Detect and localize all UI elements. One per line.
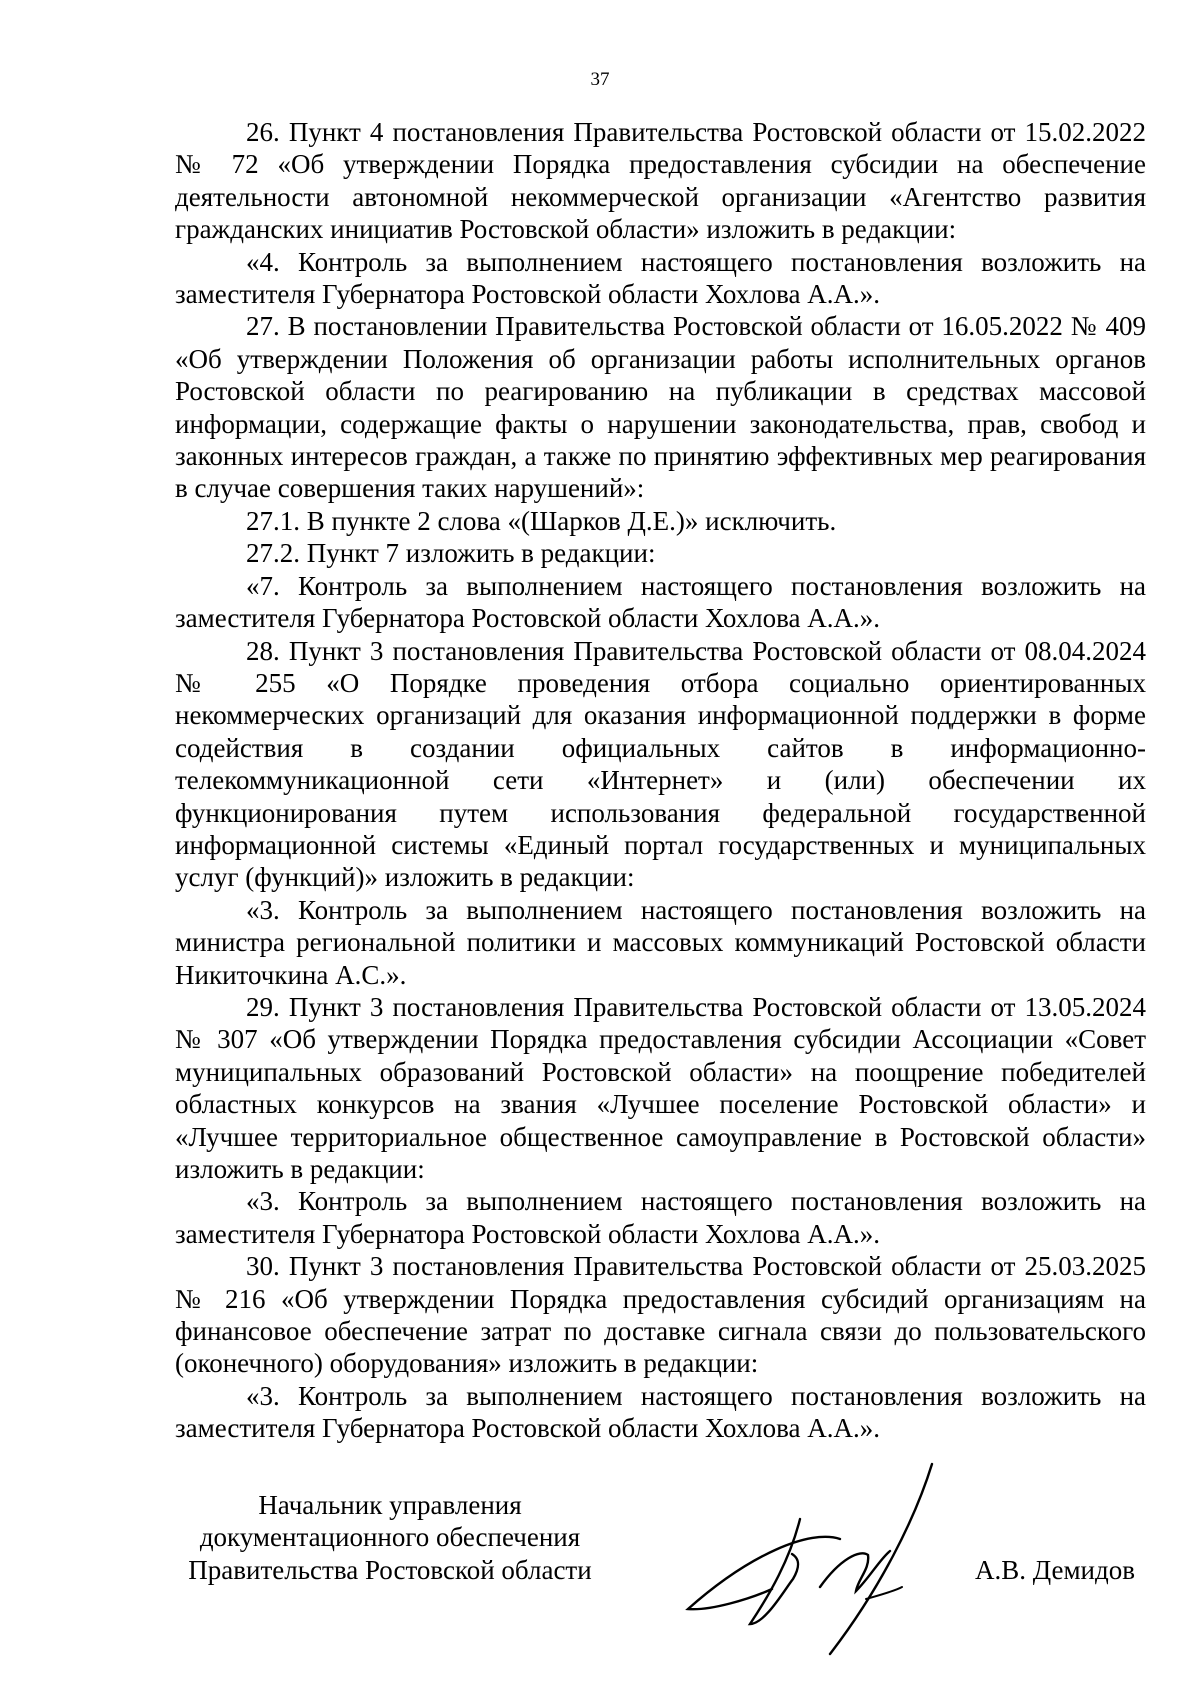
page-number: 37 bbox=[590, 69, 610, 90]
signatory-position bbox=[160, 1489, 620, 1586]
paragraph-27-1: 27.1. В пункте 2 слова «(Шарков Д.Е.)» исключить. bbox=[246, 505, 837, 536]
handwritten-signature bbox=[670, 1459, 970, 1659]
document-body bbox=[175, 116, 1146, 1445]
signature-block bbox=[160, 1489, 1160, 1669]
paragraph-28-quote: «3. Контроль за выполнением настоящего постановления возложить на министра региональной политики и массовых коммуникаций Ростовской области Никиточкина А.С.». bbox=[175, 894, 1146, 990]
signatory-name: А.В. Демидов bbox=[974, 1555, 1135, 1585]
signatory-position-line: Правительства Ростовской области bbox=[188, 1554, 592, 1585]
paragraph-28: 28. Пункт 3 постановления Правительства Ростовской области от 08.04.2024 № 255 «О Порядке проведения отбора социально ориентированных некоммерческих организаций для оказания информационной поддержки в форме содействия в создании официальных сайтов в информационно-телекоммуникационной сети «Интернет» и (или) обеспечении их функционирования путем использования федеральной государственной информационной системы «Единый портал государственных и муниципальных услуг (функций)» изложить в редакции: bbox=[175, 635, 1146, 893]
paragraph-26: 26. Пункт 4 постановления Правительства Ростовской области от 15.02.2022 № 72 «Об утверждении Порядка предоставления субсидии на обеспечение деятельности автономной некоммерческой организации «Агентство развития гражданских инициатив Ростовской области» изложить в редакции: bbox=[175, 117, 1146, 245]
paragraph-27-2: 27.2. Пункт 7 изложить в редакции: bbox=[246, 538, 656, 569]
paragraph-30: 30. Пункт 3 постановления Правительства Ростовской области от 25.03.2025 № 216 «Об утверждении Порядка предоставления субсидий организациям на финансовое обеспечение затрат по доставке сигнала связи до пользовательского (оконечного) оборудования» изложить в редакции: bbox=[175, 1251, 1146, 1379]
paragraph-26-quote: «4. Контроль за выполнением настоящего постановления возложить на заместителя Губернатора Ростовской области Хохлова А.А.». bbox=[175, 246, 1146, 310]
paragraph-30-quote: «3. Контроль за выполнением настоящего постановления возложить на заместителя Губернатора Ростовской области Хохлова А.А.». bbox=[175, 1380, 1146, 1444]
signatory-position-line: документационного обеспечения bbox=[199, 1522, 581, 1553]
signatory-position-line: Начальник управления bbox=[258, 1490, 522, 1520]
paragraph-27: 27. В постановлении Правительства Ростовской области от 16.05.2022 № 409 «Об утверждении Положения об организации работы исполнительных органов Ростовской области по реагированию на публикации в средствах массовой информации, содержащие факты о нарушении законодательства, прав, свобод и законных интересов граждан, а также по принятию эффективных мер реагирования в случае совершения таких нарушений»: bbox=[175, 311, 1146, 504]
paragraph-29: 29. Пункт 3 постановления Правительства Ростовской области от 13.05.2024 № 307 «Об утверждении Порядка предоставления субсидии Ассоциации «Совет муниципальных образований Ростовской области» на поощрение победителей областных конкурсов на звания «Лучшее поселение Ростовской области» и «Лучшее территориальное общественное самоуправление в Ростовской области» изложить в редакции: bbox=[175, 991, 1146, 1184]
paragraph-29-quote: «3. Контроль за выполнением настоящего постановления возложить на заместителя Губернатора Ростовской области Хохлова А.А.». bbox=[175, 1186, 1146, 1249]
paragraph-27-2-quote: «7. Контроль за выполнением настоящего постановления возложить на заместителя Губернатора Ростовской области Хохлова А.А.». bbox=[175, 570, 1146, 634]
